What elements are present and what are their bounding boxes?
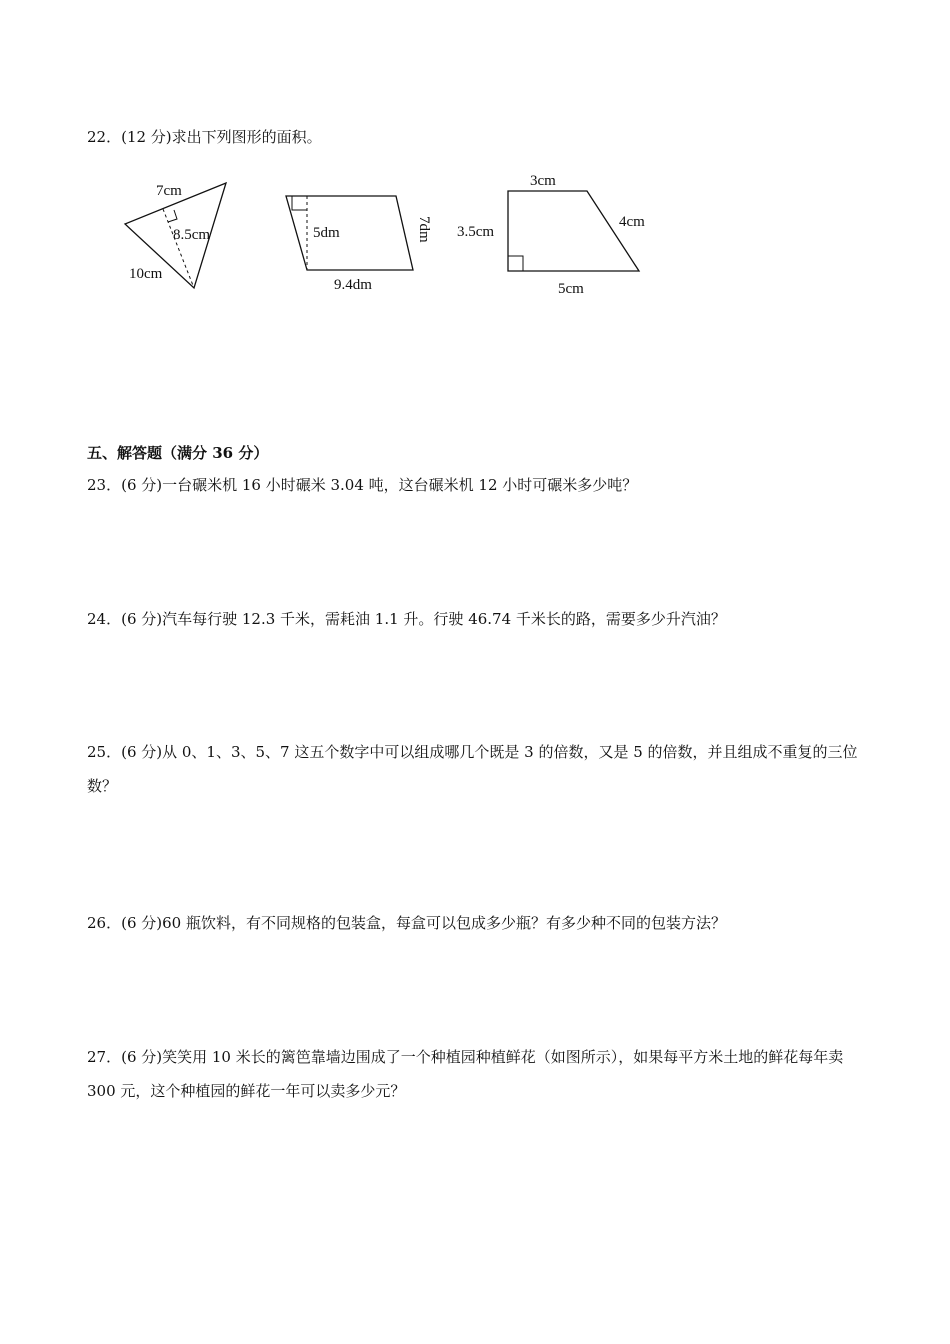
- right-angle-mark: [168, 210, 177, 222]
- parallelogram-base-label: 9.4dm: [334, 277, 372, 293]
- parallelogram-shape: [286, 196, 413, 270]
- question-23: 23．(6 分)一台碾米机 16 小时碾米 3.04 吨，这台碾米机 12 小时可碾米多少吨？: [87, 476, 638, 494]
- triangle-height-line: [163, 209, 194, 288]
- question-25: 25．(6 分)从 0、1、3、5、7 这五个数字中可以组成哪几个既是 3 的倍数，又是 5 的倍数，并且组成不重复的三位数？: [87, 743, 858, 795]
- right-angle-mark: [508, 256, 523, 271]
- section-title: 五、解答题（满分 36 分）: [87, 444, 269, 462]
- trapezoid-right-label: 4cm: [619, 214, 645, 230]
- trapezoid-bottom-label: 5cm: [558, 281, 584, 297]
- right-angle-mark: [292, 196, 307, 210]
- question-27: 27．(6 分)笑笑用 10 米长的篱笆靠墙边围成了一个种植园种植鲜花（如图所示），如果每平方米土地的鲜花每年卖 300 元，这个种植园的鲜花一年可以卖多少元？: [87, 1048, 844, 1100]
- triangle-figure: [118, 176, 233, 294]
- parallelogram-figure: [282, 190, 440, 298]
- question-24: 24．(6 分)汽车每行驶 12.3 千米，需耗油 1.1 升。行驶 46.74 千米长的路，需要多少升汽油？: [87, 610, 726, 628]
- triangle-height-label: 8.5cm: [173, 227, 211, 243]
- trapezoid-figure: [455, 168, 660, 300]
- parallelogram-height-label: 5dm: [313, 225, 340, 241]
- trapezoid-shape: [508, 191, 639, 271]
- triangle-side-bottom-label: 10cm: [129, 266, 163, 282]
- trapezoid-left-label: 3.5cm: [457, 224, 495, 240]
- parallelogram-side-label: 7dm: [416, 216, 432, 243]
- trapezoid-top-label: 3cm: [530, 173, 556, 189]
- triangle-side-top-label: 7cm: [156, 183, 182, 199]
- question-22: 22．(12 分)求出下列图形的面积。: [87, 128, 322, 146]
- question-26: 26．(6 分)60 瓶饮料，有不同规格的包装盒，每盒可以包成多少瓶？有多少种不同的包装方法？: [87, 914, 726, 932]
